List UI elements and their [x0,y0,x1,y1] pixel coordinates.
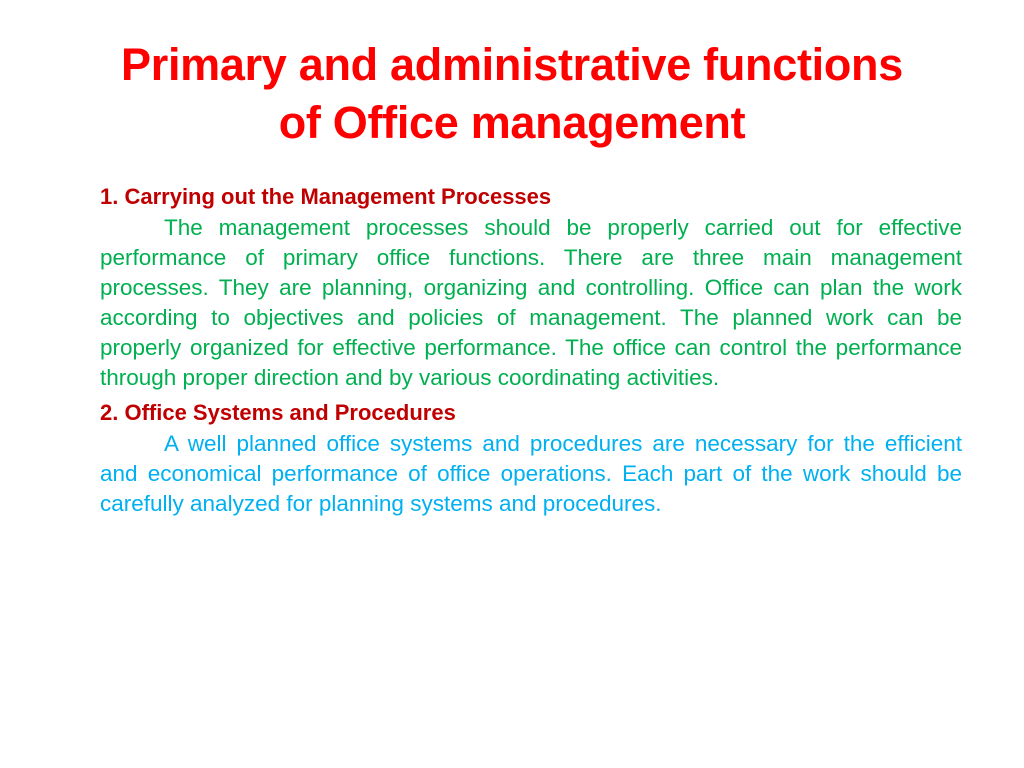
section-1-heading: 1. Carrying out the Management Processes [100,184,552,209]
section-2-heading: 2. Office Systems and Procedures [100,400,456,425]
slide-content [100,181,962,523]
slide-title [40,36,984,152]
slide-title-line-2: of Office management [278,97,746,148]
section-2-body: A well planned office systems and procedures are necessary for the efficient and economical performance of office operations. Each part of the work should be carefully analyzed for planning systems and procedures. [100,431,962,516]
section-1-body: The management processes should be properly carried out for effective performance of primary office functions. There are three main management processes. They are planning, organizing and controlling. Office can plan the work according to objectives and policies of management. The planned work can be properly organized for effective performance. The office can control the performance through proper direction and by various coordinating activities. [100,215,962,390]
slide-title-line-1: Primary and administrative functions [121,39,903,90]
